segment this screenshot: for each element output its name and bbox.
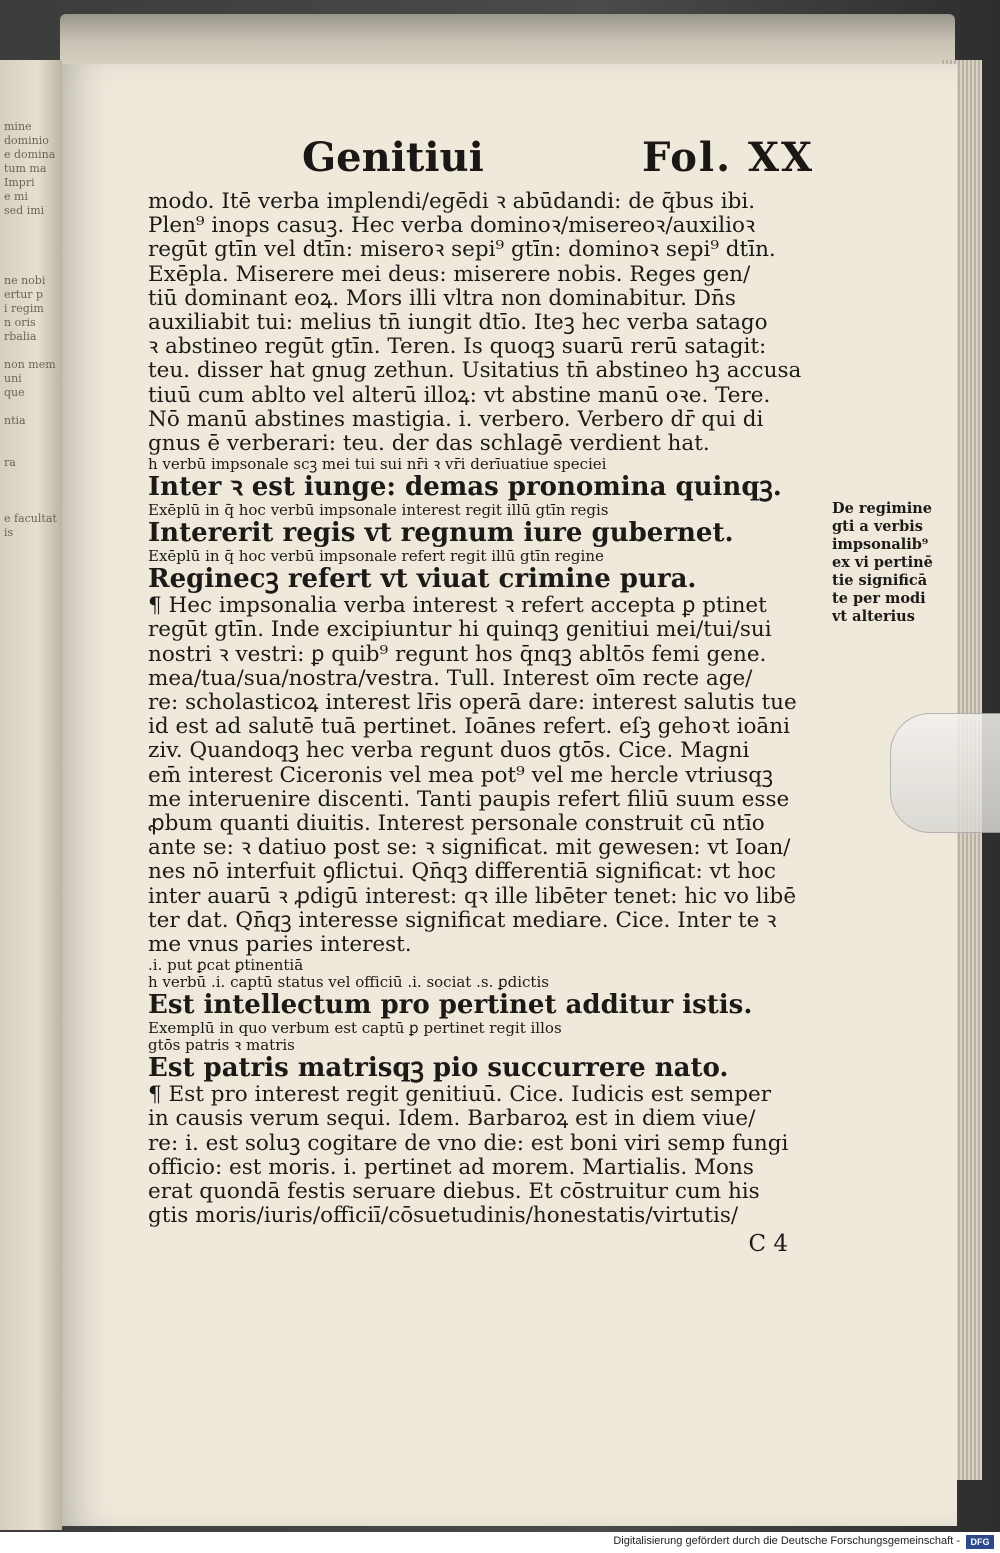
margin-note-line: vt alterius xyxy=(832,608,915,625)
left-page-fragment: Impri xyxy=(4,176,35,189)
text-line: id est ad salutē tuā pertinet. Ioānes refert. eſꝫ gehoꝛt ioāni xyxy=(148,715,790,740)
left-page-fragment: e mi xyxy=(4,190,28,203)
text-line: ziv. Quandoqꝫ hec verba regunt duos gtōs. Cice. Magni xyxy=(148,739,750,764)
margin-note-line: impsonalib⁹ xyxy=(832,536,929,553)
left-page-text xyxy=(4,120,60,540)
folio-number: Fol. XX xyxy=(642,134,815,181)
page-header xyxy=(62,134,957,194)
left-page-fragment: ne nobi xyxy=(4,274,46,287)
margin-note-line: gti a verbis xyxy=(832,518,923,535)
text-line: in causis verum sequi. Idem. Barbaroꝝ est in diem viue/ xyxy=(148,1107,756,1132)
text-line: gnus ē verberari: teu. der das schlagē verdient hat. xyxy=(148,432,710,457)
text-line: ¶ Hec impsonalia verba interest ꝛ refert accepta ꝑ ptinet xyxy=(148,594,767,619)
left-page-fragment xyxy=(4,246,60,260)
left-page-fragment: non mem xyxy=(4,358,56,371)
left-page-fragment xyxy=(4,470,60,484)
footer-credit: Digitalisierung gefördert durch die Deutsche Forschungsgemeinschaft - xyxy=(613,1535,960,1547)
left-page-fragment xyxy=(4,484,60,498)
left-page-fragment: sed imi xyxy=(4,204,45,217)
text-line: officio: est moris. i. pertinet ad morem. Martialis. Mons xyxy=(148,1155,754,1180)
running-head: Genitiui xyxy=(302,134,484,181)
verse-line: Est patris matrisqꝫ pio succurrere nato. xyxy=(148,1054,729,1084)
text-line: nes nō interfuit ꝯflictui. Qn̄qꝫ differentiā significat: vt hoc xyxy=(148,860,776,885)
text-line: regūt gtīn vel dtīn: miseroꝛ sepi⁹ gtīn: dominoꝛ sepi⁹ dtīn. xyxy=(148,238,776,263)
left-page-fragment xyxy=(4,442,60,456)
left-page-fragment: que xyxy=(4,386,25,399)
text-line: regūt gtīn. Inde excipiuntur hi quinqꝫ genitiui mei/tui/sui xyxy=(148,618,772,643)
catchword: C 4 xyxy=(748,1230,788,1257)
left-page-fragment xyxy=(4,400,60,414)
text-line: Nō manū abstines mastigia. i. verbero. Verbero dr̄ qui di xyxy=(148,407,764,432)
margin-note-line: te per modi xyxy=(832,590,926,607)
left-page-fragment: mine xyxy=(4,120,32,133)
text-line: me vnus paries interest. xyxy=(148,933,412,958)
gloss-line: Exēplū in q̄ hoc verbū impsonale interest regit illū gtīn regis xyxy=(148,502,609,520)
gloss-line: .i. put ꝑcat ꝑtinentiā xyxy=(148,957,304,975)
text-line: gtis moris/iuris/officiī/cōsuetudinis/honestatis/virtutis/ xyxy=(148,1204,739,1229)
verse-line: Inter ꝛ est iunge: demas pronomina quinqꝫ. xyxy=(148,473,782,503)
left-page-fragment: is xyxy=(4,526,14,539)
gloss-line: Exēplū in q̄ hoc verbū impsonale refert regit illū gtīn regine xyxy=(148,548,604,566)
margin-note-line: De regimine xyxy=(832,500,932,517)
printed-page xyxy=(62,64,957,1526)
footer-bar xyxy=(0,1532,1000,1553)
text-line: ꝓbum quanti diuitis. Interest personale construit cū ntīo xyxy=(148,812,765,837)
left-page-fragment xyxy=(4,498,60,512)
left-page-fragment: n oris xyxy=(4,316,36,329)
margin-note-line: ex vi pertinē xyxy=(832,554,933,571)
text-line: em̄ interest Ciceronis vel mea pot⁹ vel me hercle vtriusqꝫ xyxy=(148,763,774,788)
text-line: ante se: ꝛ datiuo post se: ꝛ significat. mit gewesen: vt Ioan/ xyxy=(148,836,791,861)
dfg-logo: DFG xyxy=(966,1535,994,1549)
text-line: tiuū cum ablto vel alterū illoꝝ: vt abstine manū oꝛe. Tere. xyxy=(148,383,771,408)
text-line: me interuenire discenti. Tanti paupis refert filiū suum esse xyxy=(148,787,790,812)
text-line: Exēpla. Miserere mei deus: miserere nobis. Reges gen/ xyxy=(148,262,751,287)
text-line: ter dat. Qn̄qꝫ interesse significat mediare. Cice. Inter te ꝛ xyxy=(148,908,777,933)
left-page-fragment xyxy=(4,218,60,232)
left-page-fragment: ra xyxy=(4,456,16,469)
text-line: re: scholasticoꝝ interest lr̄is operā dare: interest salutis tue xyxy=(148,691,797,716)
body-text xyxy=(148,190,828,1257)
gloss-line: Exemplū in quo verbum est captū ꝑ pertinet regit illos xyxy=(148,1020,562,1038)
left-page-fragment: rbalia xyxy=(4,330,37,343)
left-page-fragment xyxy=(4,232,60,246)
left-page-fragment: dominio xyxy=(4,134,49,147)
left-page-fragment: e domina xyxy=(4,148,56,161)
gloss-line: gtōs patris ꝛ matris xyxy=(148,1037,295,1055)
gloss-line: h verbū .i. captū status vel officiū .i. sociat .s. ꝑdictis xyxy=(148,974,549,992)
text-line: re: i. est soluꝫ cogitare de vno die: est boni viri semp fungi xyxy=(148,1131,789,1156)
left-page-fragment: i regim xyxy=(4,302,44,315)
verse-line: Reginecꝫ refert vt viuat crimine pura. xyxy=(148,565,697,595)
text-line: nostri ꝛ vestri: ꝑ quib⁹ regunt hos q̄nqꝫ abltōs femi gene. xyxy=(148,642,767,667)
text-line: inter auarū ꝛ ꝓdigū interest: qꝛ ille libēter tenet: hic vo libē xyxy=(148,884,797,909)
left-page-fragment: ertur p xyxy=(4,288,44,301)
left-page-fragment xyxy=(4,260,60,274)
text-line: tiū dominant eoꝝ. Mors illi vltra non dominabitur. Dn̄s xyxy=(148,286,736,311)
gloss-line: h verbū impsonale scꝫ mei tui sui nr̄i ꝛ vr̄i derīuatiue speciei xyxy=(148,456,607,474)
left-page-fragment: ntia xyxy=(4,414,26,427)
left-page-fragment xyxy=(4,428,60,442)
margin-note-line: tie significā xyxy=(832,572,928,589)
left-page-fragment xyxy=(4,344,60,358)
bookmark-clip xyxy=(890,713,1000,833)
text-line: ¶ Est pro interest regit genitiuū. Cice. Iudicis est semper xyxy=(148,1083,771,1108)
left-page-fragment: e facultat xyxy=(4,512,57,525)
text-line: auxiliabit tui: melius tn̄ iungit dtīo. Iteꝫ hec verba satago xyxy=(148,311,768,336)
text-line: mea/tua/sua/nostra/vestra. Tull. Interest oīm recte age/ xyxy=(148,666,753,691)
text-line: ꝛ abstineo regūt gtīn. Teren. Is quoqꝫ suarū rerū satagit: xyxy=(148,335,767,360)
text-line: Plen⁹ inops casuꝫ. Hec verba dominoꝛ/misereoꝛ/auxilioꝛ xyxy=(148,214,756,239)
margin-note xyxy=(832,500,957,626)
verse-line: Intererit regis vt regnum iure gubernet. xyxy=(148,519,734,549)
text-line: erat quondā festis seruare diebus. Et cōstruitur cum his xyxy=(148,1180,760,1205)
left-page-fragment: uni xyxy=(4,372,22,385)
verse-line: Est intellectum pro pertinet additur istis. xyxy=(148,991,753,1021)
left-page-edge xyxy=(0,60,62,1530)
text-line: modo. Itē verba implendi/egēdi ꝛ abūdandi: de q̄bus ibi. xyxy=(148,190,756,214)
left-page-fragment: tum ma xyxy=(4,162,47,175)
text-line: teu. disser hat gnug zethun. Usitatius tn̄ abstineo hꝫ accusa xyxy=(148,359,802,384)
